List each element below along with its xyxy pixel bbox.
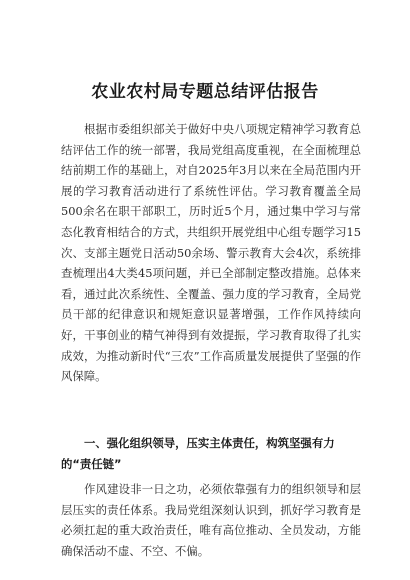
section-heading-1: 一、强化组织领导，压实主体责任，构筑坚强有力的“责任链” (61, 436, 335, 471)
section-1-paragraph: 作风建设非一日之功，必须依靠强有力的组织领导和层层压实的责任体系。我局党组深刻认识到，抓好学习教育是必须扛起的重大政治责任，唯有高位推动、全员发动，方能确保活动不虚、不空、不偏。 (61, 482, 361, 558)
intro-paragraph: 根据市委组织部关于做好中央八项规定精神学习教育总结评估工作的统一部署，我局党组高度重视，在全面梳理总结前期工作的基础上，对自2025年3月以来在全局范围内开展的学习教育活动进行了系统性评估。学习教育覆盖全局500余名在职干部职工，历时近5个月，通过集中学习与常态化教育相结合的方式，共组织开展党组中心组专题学习15次、支部主题党日活动50余场、警示教育大会4次，系统排查梳理出4大类45项问题，并已全部制定整改措施。总体来看，通过此次系统性、全覆盖、强力度的学习教育，全局党员干部的纪律意识和规矩意识显著增强，工作作风持续向好，干事创业的精气神得到有效提振，学习教育取得了扎实成效，为推动新时代“三农”工作高质量发展提供了坚强的作风保障。 (61, 122, 361, 384)
intro-section (61, 119, 361, 387)
section-1-body (61, 479, 361, 561)
document-title: 农业农村局专题总结评估报告 (91, 82, 319, 102)
